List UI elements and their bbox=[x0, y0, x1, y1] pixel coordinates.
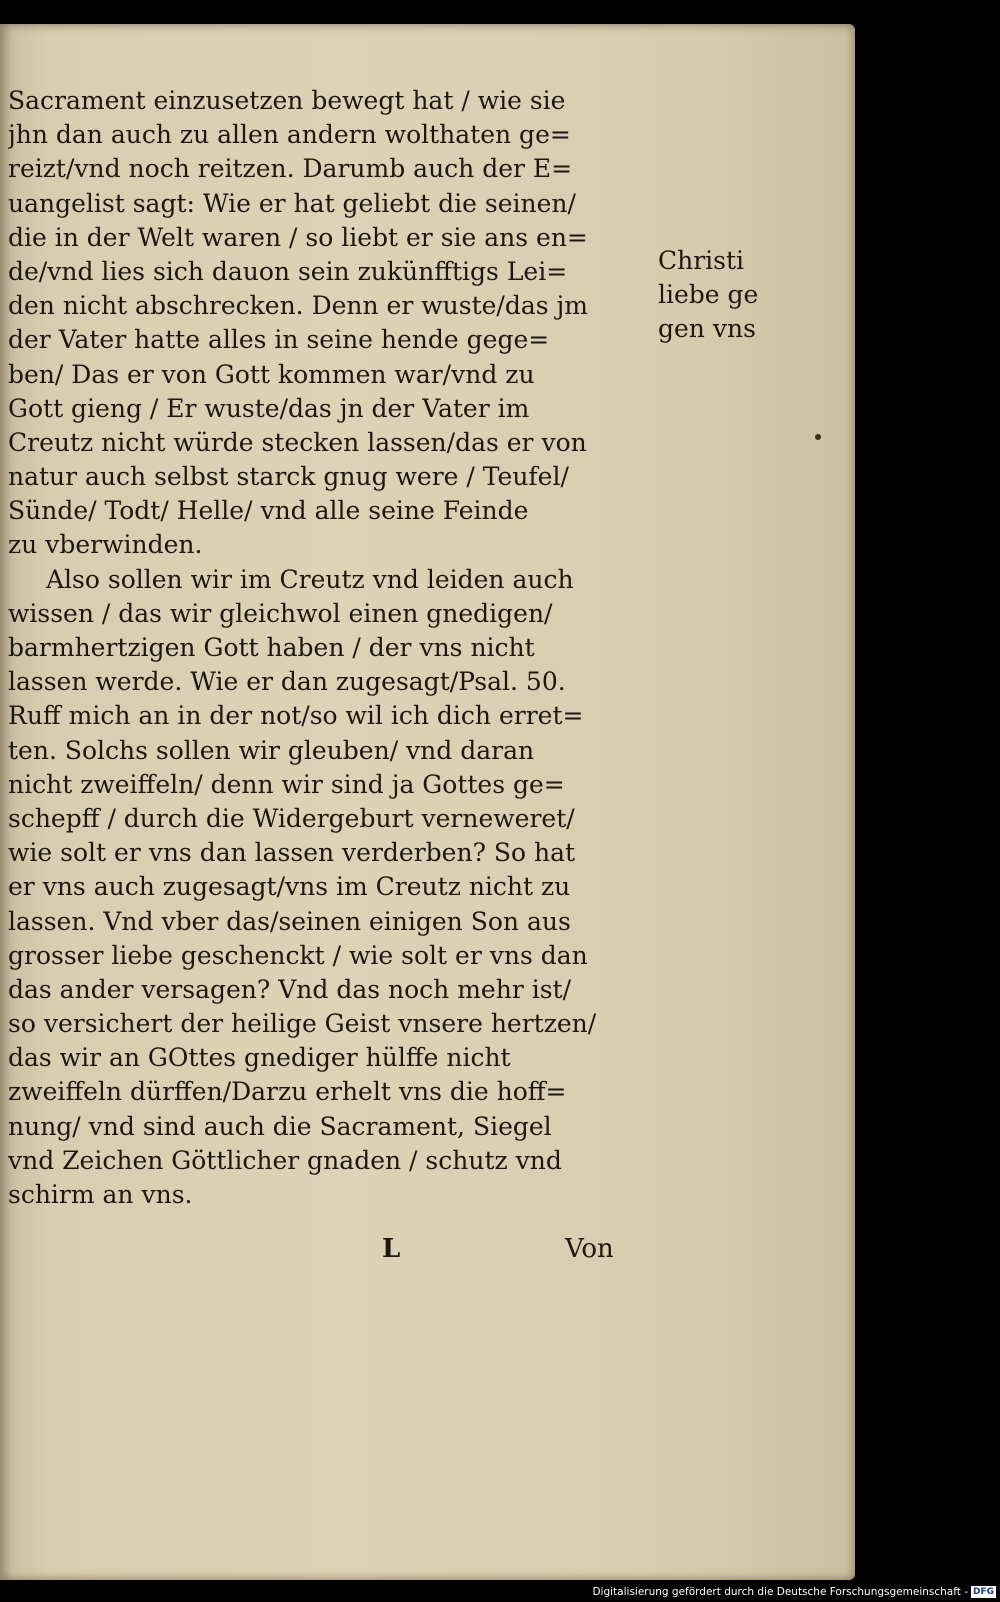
text-line: Gott gieng / Er wuste/das jn der Vater im bbox=[8, 393, 530, 423]
text-line: er vns auch zugesagt/vns im Creutz nicht zu bbox=[8, 872, 571, 902]
main-text-block bbox=[8, 84, 658, 1212]
text-line: wissen / das wir gleichwol einen gnedigen/ bbox=[8, 598, 553, 628]
text-line: den nicht abschrecken. Denn er wuste/das jm bbox=[8, 291, 588, 321]
catchword: Von bbox=[565, 1234, 614, 1264]
text-line: die in der Welt waren / so liebt er sie ans en= bbox=[8, 222, 588, 252]
text-line: vnd Zeichen Göttlicher gnaden / schutz vnd bbox=[8, 1145, 562, 1175]
text-line: Also sollen wir im Creutz vnd leiden auch bbox=[46, 564, 574, 594]
text-line: Creutz nicht würde stecken lassen/das er von bbox=[8, 427, 587, 457]
footer-credit bbox=[592, 1584, 996, 1600]
dfg-logo: DFG bbox=[972, 1587, 994, 1597]
text-line: zweiffeln dürffen/Darzu erhelt vns die hoff= bbox=[8, 1077, 567, 1107]
text-line: so versichert der heilige Geist vnsere hertzen/ bbox=[8, 1009, 597, 1039]
text-line: reizt/vnd noch reitzen. Darumb auch der E= bbox=[8, 154, 573, 184]
text-line: Sünde/ Todt/ Helle/ vnd alle seine Feinde bbox=[8, 496, 529, 526]
margin-note-line: Christi bbox=[658, 246, 745, 275]
text-line: de/vnd lies sich dauon sein zukünfftigs Lei= bbox=[8, 256, 568, 286]
text-line: nung/ vnd sind auch die Sacrament, Siegel bbox=[8, 1111, 552, 1141]
margin-note-line: liebe ge bbox=[658, 280, 759, 309]
text-line: barmhertzigen Gott haben / der vns nicht bbox=[8, 633, 535, 662]
ink-dot bbox=[815, 434, 821, 440]
credit-text: Digitalisierung gefördert durch die Deutsche Forschungsgemeinschaft - bbox=[592, 1586, 968, 1598]
text-line: zu vberwinden. bbox=[8, 530, 203, 560]
text-line: der Vater hatte alles in seine hende gege= bbox=[8, 325, 550, 355]
text-line: lassen werde. Wie er dan zugesagt/Psal. 50. bbox=[8, 667, 566, 697]
text-line: nicht zweiffeln/ denn wir sind ja Gottes ge= bbox=[8, 769, 565, 799]
margin-note bbox=[658, 244, 778, 346]
text-line: lassen. Vnd vber das/seinen einigen Son aus bbox=[8, 906, 571, 936]
text-line: das ander versagen? Vnd das noch mehr ist/ bbox=[8, 974, 572, 1004]
text-line: schepff / durch die Widergeburt verneweret/ bbox=[8, 803, 575, 833]
text-line: schirm an vns. bbox=[8, 1180, 193, 1209]
text-line: natur auch selbst starck gnug were / Teufel/ bbox=[8, 462, 569, 492]
text-line: das wir an GOttes gnediger hülffe nicht bbox=[8, 1043, 511, 1073]
text-line: grosser liebe geschenckt / wie solt er vns dan bbox=[8, 940, 588, 970]
text-line: wie solt er vns dan lassen verderben? So hat bbox=[8, 838, 576, 868]
margin-note-line: gen vns bbox=[658, 314, 756, 343]
text-line: uangelist sagt: Wie er hat geliebt die seinen/ bbox=[8, 188, 576, 218]
text-line: ben/ Das er von Gott kommen war/vnd zu bbox=[8, 359, 535, 389]
text-line: Ruff mich an in der not/so wil ich dich erret= bbox=[8, 701, 584, 731]
text-line: Sacrament einzusetzen bewegt hat / wie sie bbox=[8, 86, 566, 115]
text-line: ten. Solchs sollen wir gleuben/ vnd daran bbox=[8, 735, 535, 765]
book-page bbox=[0, 24, 855, 1580]
text-line: jhn dan auch zu allen andern wolthaten ge= bbox=[8, 120, 571, 150]
signature-mark: L bbox=[382, 1234, 401, 1264]
